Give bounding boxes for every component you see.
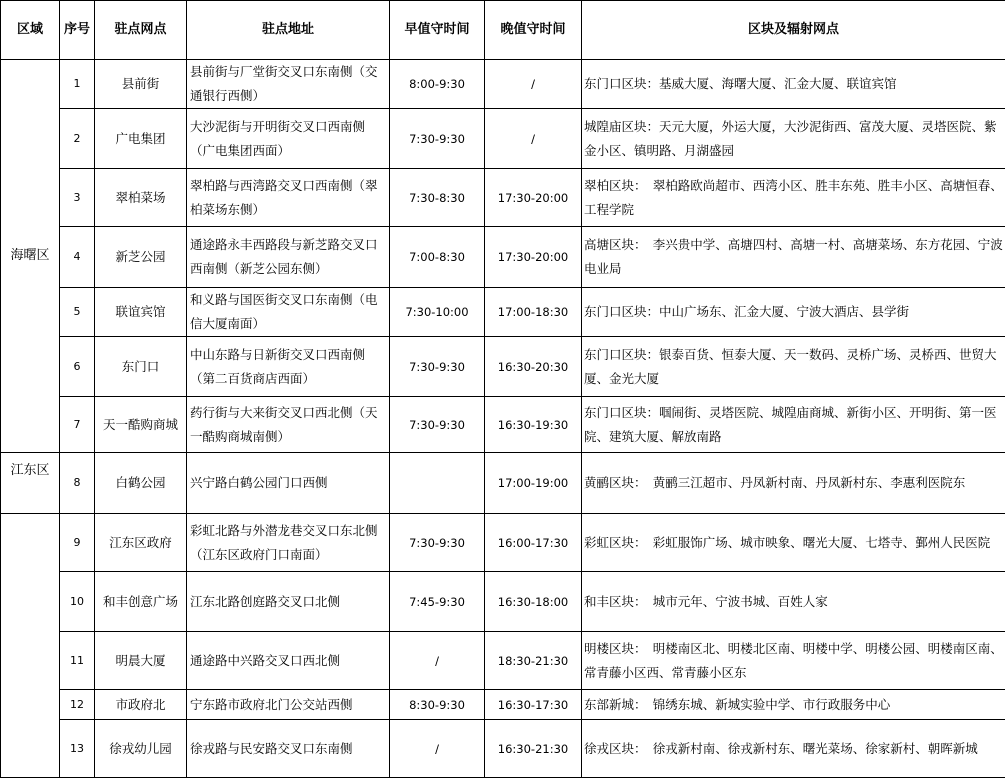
address-cell: 兴宁路白鹤公园门口西侧 [187, 453, 390, 514]
seq-cell: 2 [60, 109, 95, 169]
station-cell: 新芝公园 [95, 227, 187, 288]
coverage-cell: 东门口区块：啯闹街、灵塔医院、城隍庙商城、新街小区、开明街、第一医院、建筑大厦、解放南路 [582, 397, 1005, 453]
seq-cell: 1 [60, 60, 95, 109]
table-row [1, 514, 1005, 572]
table-row [1, 453, 1005, 514]
coverage-cell: 明楼区块： 明楼南区北、明楼北区南、明楼中学、明楼公园、明楼南区南、常青藤小区西、常青藤小区东 [582, 632, 1005, 690]
coverage-cell: 徐戎区块： 徐戎新村南、徐戎新村东、曙光菜场、徐家新村、朝晖新城 [582, 720, 1005, 778]
table-row [1, 109, 1005, 169]
evening-cell: / [485, 109, 582, 169]
morning-cell: 8:00-9:30 [390, 60, 485, 109]
seq-cell: 4 [60, 227, 95, 288]
morning-cell: 7:30-8:30 [390, 169, 485, 227]
table-row [1, 632, 1005, 690]
table-row [1, 690, 1005, 720]
station-cell: 明晨大厦 [95, 632, 187, 690]
morning-cell: 7:30-9:30 [390, 514, 485, 572]
morning-cell: / [390, 632, 485, 690]
header-seq: 序号 [60, 1, 95, 60]
table-row [1, 227, 1005, 288]
evening-cell: 16:30-17:30 [485, 690, 582, 720]
seq-cell: 10 [60, 572, 95, 632]
evening-cell: 17:00-19:00 [485, 453, 582, 514]
coverage-cell: 翠柏区块： 翠柏路欧尚超市、西湾小区、胜丰东苑、胜丰小区、高塘恒春、工程学院 [582, 169, 1005, 227]
station-cell: 县前街 [95, 60, 187, 109]
evening-cell: 17:30-20:00 [485, 169, 582, 227]
evening-cell: / [485, 60, 582, 109]
evening-cell: 17:30-20:00 [485, 227, 582, 288]
coverage-cell: 黄鹂区块： 黄鹂三江超市、丹凤新村南、丹凤新村东、李惠利医院东 [582, 453, 1005, 514]
address-cell: 通途路永丰西路段与新芝路交叉口西南侧（新芝公园东侧） [187, 227, 390, 288]
station-cell: 翠柏菜场 [95, 169, 187, 227]
table-row [1, 397, 1005, 453]
coverage-cell: 东门口区块：银泰百货、恒泰大厦、天一数码、灵桥广场、灵桥西、世贸大厦、金光大厦 [582, 337, 1005, 397]
seq-cell: 11 [60, 632, 95, 690]
table-row [1, 337, 1005, 397]
address-cell: 县前街与厂堂街交叉口东南侧（交通银行西侧） [187, 60, 390, 109]
address-cell: 徐戎路与民安路交叉口东南侧 [187, 720, 390, 778]
table-row [1, 169, 1005, 227]
morning-cell [390, 453, 485, 514]
header-region: 区域 [1, 1, 60, 60]
evening-cell: 16:30-20:30 [485, 337, 582, 397]
coverage-cell: 彩虹区块： 彩虹服饰广场、城市映象、曙光大厦、七塔寺、鄞州人民医院 [582, 514, 1005, 572]
evening-cell: 16:30-19:30 [485, 397, 582, 453]
morning-cell: 8:30-9:30 [390, 690, 485, 720]
address-cell: 彩虹北路与外潜龙巷交叉口东北侧（江东区政府门口南面） [187, 514, 390, 572]
station-cell: 天一酷购商城 [95, 397, 187, 453]
morning-cell: 7:30-9:30 [390, 397, 485, 453]
seq-cell: 7 [60, 397, 95, 453]
seq-cell: 3 [60, 169, 95, 227]
seq-cell: 5 [60, 288, 95, 337]
evening-cell: 16:30-18:00 [485, 572, 582, 632]
evening-cell: 16:00-17:30 [485, 514, 582, 572]
address-cell: 中山东路与日新街交叉口西南侧（第二百货商店西面） [187, 337, 390, 397]
address-cell: 宁东路市政府北门公交站西侧 [187, 690, 390, 720]
morning-cell: / [390, 720, 485, 778]
seq-cell: 9 [60, 514, 95, 572]
station-cell: 江东区政府 [95, 514, 187, 572]
table-row [1, 572, 1005, 632]
header-station: 驻点网点 [95, 1, 187, 60]
header-evening: 晚值守时间 [485, 1, 582, 60]
address-cell: 江东北路创庭路交叉口北侧 [187, 572, 390, 632]
region-cell: 江东区 [1, 453, 60, 514]
evening-cell: 16:30-21:30 [485, 720, 582, 778]
morning-cell: 7:30-9:30 [390, 109, 485, 169]
coverage-cell: 东部新城： 锦绣东城、新城实验中学、市行政服务中心 [582, 690, 1005, 720]
morning-cell: 7:30-9:30 [390, 337, 485, 397]
coverage-cell: 和丰区块： 城市元年、宁波书城、百姓人家 [582, 572, 1005, 632]
header-coverage: 区块及辐射网点 [582, 1, 1005, 60]
evening-cell: 18:30-21:30 [485, 632, 582, 690]
station-cell: 市政府北 [95, 690, 187, 720]
station-cell: 徐戎幼儿园 [95, 720, 187, 778]
station-cell: 广电集团 [95, 109, 187, 169]
morning-cell: 7:30-10:00 [390, 288, 485, 337]
station-cell: 白鹤公园 [95, 453, 187, 514]
seq-cell: 6 [60, 337, 95, 397]
station-cell: 东门口 [95, 337, 187, 397]
station-cell: 联谊宾馆 [95, 288, 187, 337]
seq-cell: 8 [60, 453, 95, 514]
address-cell: 通途路中兴路交叉口西北侧 [187, 632, 390, 690]
address-cell: 和义路与国医街交叉口东南侧（电信大厦南面） [187, 288, 390, 337]
coverage-cell: 高塘区块： 李兴贵中学、高塘四村、高塘一村、高塘菜场、东方花园、宁波电业局 [582, 227, 1005, 288]
address-cell: 翠柏路与西湾路交叉口西南侧（翠柏菜场东侧） [187, 169, 390, 227]
address-cell: 大沙泥街与开明街交叉口西南侧（广电集团西面） [187, 109, 390, 169]
coverage-cell: 东门口区块：中山广场东、汇金大厦、宁波大酒店、县学街 [582, 288, 1005, 337]
coverage-cell: 东门口区块：基威大厦、海曙大厦、汇金大厦、联谊宾馆 [582, 60, 1005, 109]
table-row [1, 60, 1005, 109]
region-cell-empty [1, 514, 60, 778]
station-cell: 和丰创意广场 [95, 572, 187, 632]
evening-cell: 17:00-18:30 [485, 288, 582, 337]
header-row [1, 1, 1005, 60]
table-row [1, 288, 1005, 337]
morning-cell: 7:00-8:30 [390, 227, 485, 288]
header-address: 驻点地址 [187, 1, 390, 60]
seq-cell: 12 [60, 690, 95, 720]
coverage-cell: 城隍庙区块：天元大厦，外运大厦，大沙泥街西、富茂大厦、灵塔医院、紫金小区、镇明路、月湖盛园 [582, 109, 1005, 169]
address-cell: 药行街与大来街交叉口西北侧（天一酷购商城南侧） [187, 397, 390, 453]
morning-cell: 7:45-9:30 [390, 572, 485, 632]
region-cell: 海曙区 [1, 60, 60, 453]
seq-cell: 13 [60, 720, 95, 778]
header-morning: 早值守时间 [390, 1, 485, 60]
